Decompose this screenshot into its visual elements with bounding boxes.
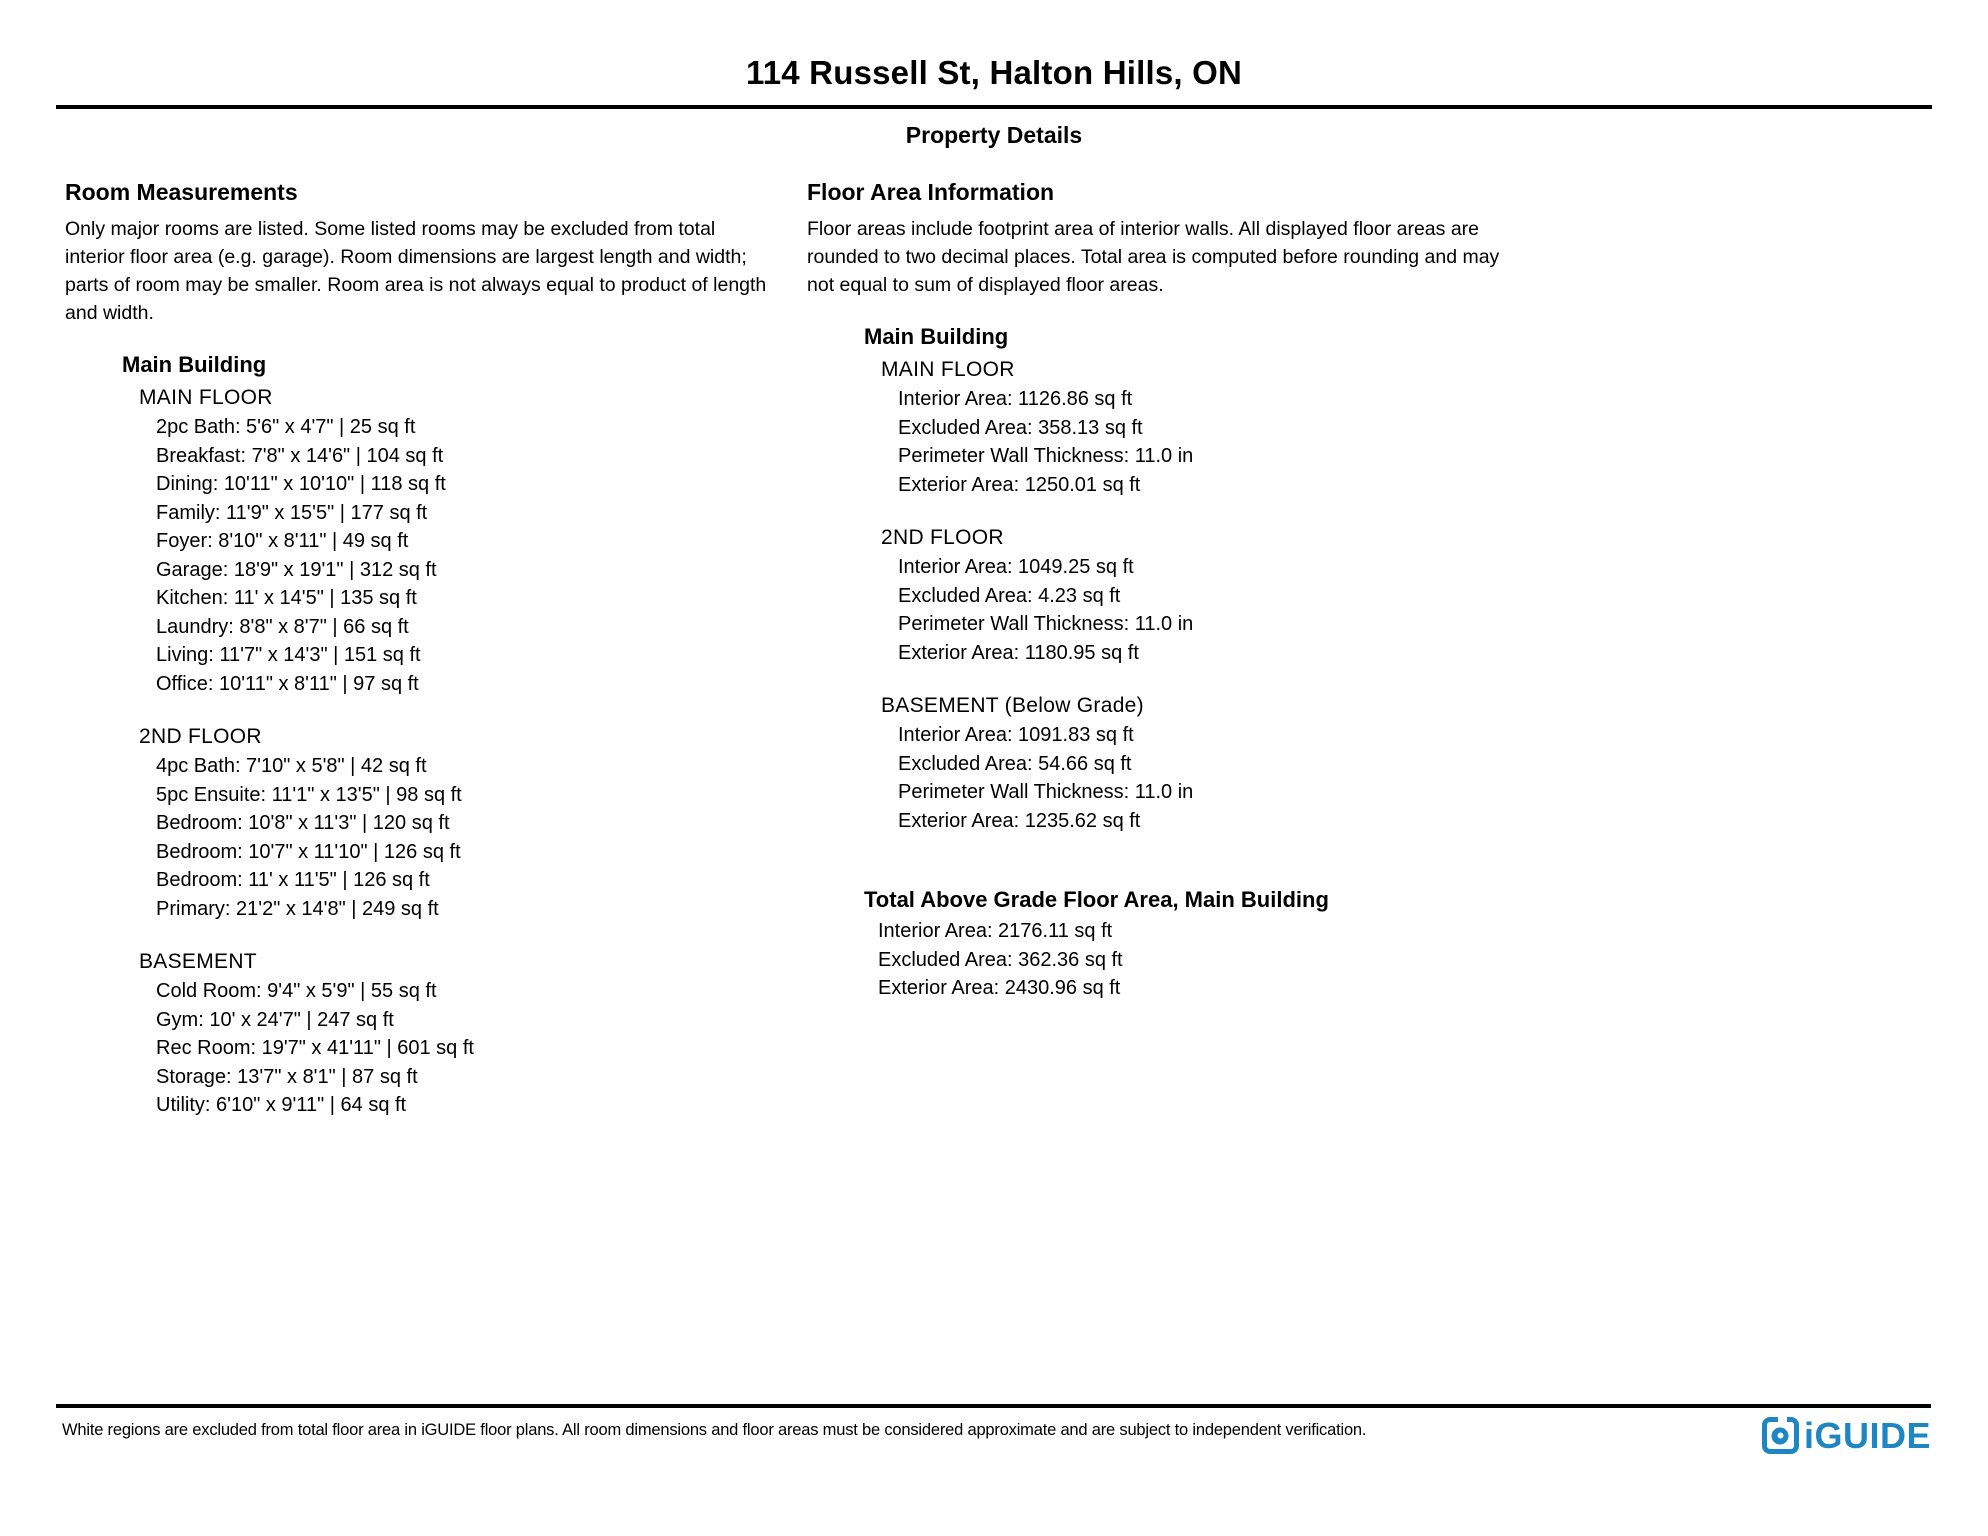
report-footer — [56, 1404, 1931, 1454]
room-item: Rec Room: 19'7" x 41'11" | 601 sq ft — [156, 1037, 474, 1059]
stat-item: Interior Area: 1126.86 sq ft — [898, 388, 1133, 410]
floor-name: BASEMENT (Below Grade) — [881, 694, 1144, 717]
stat-item: Exterior Area: 2430.96 sq ft — [878, 977, 1121, 999]
total-stat-list — [878, 917, 1930, 1003]
room-item: Bedroom: 11' x 11'5" | 126 sq ft — [156, 869, 430, 891]
room-item: Utility: 6'10" x 9'11" | 64 sq ft — [156, 1094, 407, 1116]
header-divider — [56, 105, 1932, 109]
room-item: Dining: 10'11" x 10'10" | 118 sq ft — [156, 473, 446, 495]
floor-name: 2ND FLOOR — [881, 526, 1004, 549]
room-item: Garage: 18'9" x 19'1" | 312 sq ft — [156, 558, 437, 581]
stat-item: Perimeter Wall Thickness: 11.0 in — [898, 445, 1194, 467]
room-list — [156, 413, 807, 698]
iguide-logo — [1762, 1414, 1931, 1456]
page-subtitle: Property Details — [905, 122, 1083, 148]
floor-name: BASEMENT — [139, 950, 257, 973]
stat-item: Perimeter Wall Thickness: 11.0 in — [898, 613, 1194, 635]
camera-lens — [1772, 1427, 1789, 1444]
floor-name: MAIN FLOOR — [881, 358, 1015, 381]
room-item: Kitchen: 11' x 14'5" | 135 sq ft — [156, 587, 417, 609]
stat-list — [898, 385, 1930, 499]
iguide-logo-text: iGUIDE — [1803, 1414, 1931, 1456]
stat-item: Exterior Area: 1235.62 sq ft — [898, 809, 1141, 832]
room-item: 4pc Bath: 7'10" x 5'8" | 42 sq ft — [156, 755, 427, 777]
area-block-2nd-floor — [881, 526, 1930, 667]
area-block-main-floor — [881, 358, 1930, 499]
room-item: Primary: 21'2" x 14'8" | 249 sq ft — [156, 897, 439, 920]
stat-item: Perimeter Wall Thickness: 11.0 in — [898, 781, 1194, 803]
camera-icon — [1762, 1417, 1799, 1454]
stat-item: Interior Area: 1091.83 sq ft — [898, 724, 1134, 746]
stat-item: Interior Area: 2176.11 sq ft — [878, 920, 1113, 942]
room-item: Foyer: 8'10" x 8'11" | 49 sq ft — [156, 530, 409, 552]
floor-block-main-floor — [139, 386, 807, 698]
report-header — [0, 0, 1988, 149]
room-item: 2pc Bath: 5'6" x 4'7" | 25 sq ft — [156, 416, 416, 438]
stat-item: Exterior Area: 1180.95 sq ft — [898, 641, 1139, 664]
floor-block-basement — [139, 950, 807, 1120]
total-above-grade-block — [864, 887, 1930, 1003]
page-title: 114 Russell St, Halton Hills, ON — [745, 54, 1243, 91]
stat-item: Excluded Area: 54.66 sq ft — [898, 752, 1132, 775]
room-item: Cold Room: 9'4" x 5'9" | 55 sq ft — [156, 980, 437, 1002]
room-measurements-section — [58, 179, 807, 1120]
stat-item: Interior Area: 1049.25 sq ft — [898, 556, 1134, 578]
room-item: Living: 11'7" x 14'3" | 151 sq ft — [156, 644, 421, 666]
area-block-basement — [881, 694, 1930, 835]
room-item: Laundry: 8'8" x 8'7" | 66 sq ft — [156, 615, 409, 638]
room-list — [156, 977, 807, 1120]
floor-area-heading: Floor Area Information — [807, 179, 1055, 205]
floor-block-2nd-floor — [139, 725, 807, 923]
total-above-grade-heading: Total Above Grade Floor Area, Main Building — [864, 887, 1329, 912]
room-item: Storage: 13'7" x 8'1" | 87 sq ft — [156, 1065, 418, 1088]
floor-area-section — [807, 179, 1930, 1003]
room-item: Bedroom: 10'7" x 11'10" | 126 sq ft — [156, 840, 461, 863]
room-item: Breakfast: 7'8" x 14'6" | 104 sq ft — [156, 444, 444, 467]
stat-item: Exterior Area: 1250.01 sq ft — [898, 473, 1141, 496]
stat-list — [898, 553, 1930, 667]
room-item: 5pc Ensuite: 11'1" x 13'5" | 98 sq ft — [156, 783, 462, 806]
room-measurements-heading: Room Measurements — [65, 179, 298, 205]
stat-item: Excluded Area: 4.23 sq ft — [898, 584, 1121, 607]
building-name: Main Building — [864, 324, 1009, 349]
footer-row — [56, 1408, 1931, 1454]
camera-notch — [1778, 1415, 1787, 1424]
room-item: Bedroom: 10'8" x 11'3" | 120 sq ft — [156, 812, 450, 834]
floor-name: MAIN FLOOR — [139, 386, 273, 409]
building-name: Main Building — [122, 352, 267, 377]
floor-name: 2ND FLOOR — [139, 725, 262, 748]
room-measurements-description: Only major rooms are listed. Some listed rooms may be excluded from total interior floor area (e.g. garage). Room dimensions are largest length and width; parts of room may be smaller. Room area is not always equal to product of length and width. — [65, 218, 767, 324]
room-item: Office: 10'11" x 8'11" | 97 sq ft — [156, 672, 419, 695]
stat-item: Excluded Area: 362.36 sq ft — [878, 948, 1123, 971]
stat-list — [898, 721, 1930, 835]
room-item: Family: 11'9" x 15'5" | 177 sq ft — [156, 501, 428, 524]
footer-disclaimer: White regions are excluded from total floor area in iGUIDE floor plans. All room dimensions and floor areas must be considered approximate and are subject to independent verification. — [62, 1421, 1367, 1439]
room-list — [156, 752, 807, 923]
room-item: Gym: 10' x 24'7" | 247 sq ft — [156, 1008, 394, 1031]
floor-area-description: Floor areas include footprint area of interior walls. All displayed floor areas are rounded to two decimal places. Total area is computed before rounding and may not equal to sum of displayed floor areas. — [807, 218, 1500, 296]
content-columns — [0, 179, 1988, 1120]
stat-item: Excluded Area: 358.13 sq ft — [898, 416, 1143, 439]
